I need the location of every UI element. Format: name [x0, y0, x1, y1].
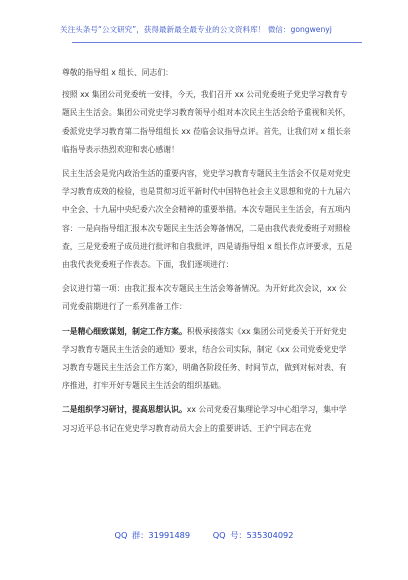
header-divider: [72, 42, 362, 43]
paragraph-4-heading: 一是精心细致谋划，制定工作方案。: [62, 326, 187, 336]
footer-qq-group: QQ 群：31991489: [114, 530, 191, 540]
paragraph-5: [62, 401, 354, 437]
paragraph-5-text: xx 公司党委召集理论学习中心组学习，集中学习习近平总书记在党史学习教育动员大会上的重要讲话、王沪宁同志在党: [62, 405, 347, 433]
header-banner: 关注头条号“公文研究”，获得最新最全最专业的公文资料库！ 微信：gongwenyj: [60, 25, 332, 34]
paragraph-3: 会议进行第一项：由我汇报本次专题民主生活会筹备情况。为开好此次会议，xx 公司党委前期进行了一系列准备工作：: [62, 284, 347, 312]
footer-qq-number: QQ 号：535304092: [212, 530, 294, 540]
paragraph-4: [62, 323, 354, 396]
footer-contact: [0, 530, 408, 541]
greeting: 尊敬的指导组 x 组长、同志们：: [62, 68, 173, 77]
paragraph-4-text: 积极承接落实《xx 集团公司党委关于开好党史学习教育专题民主生活会的通知》要求，结合公司实际，制定《xx 公司党委党史学习教育专题民主生活会工作方案》，明确各阶段任务、时间节点，做到对标对表、有序推进，打牢开好专题民主生活会的组织基础。: [62, 326, 347, 391]
document-body: [62, 64, 354, 444]
paragraph-5-heading: 二是组织学习研讨，提高思想认识。: [62, 405, 187, 415]
paragraph-1: 按照 xx 集团公司党委统一安排，今天，我们召开 xx 公司党委班子党史学习教育专题民主生活会。集团公司党史学习教育领导小组对本次民主生活会给予重视和关怀，委派党史学习教育第二指导组组长 xx 莅临会议指导点评。首先，让我们对 x 组长亲临指导表示热烈欢迎和衷心感谢！: [62, 90, 351, 154]
paragraph-2: 民主生活会是党内政治生活的重要内容，党史学习教育专题民主生活会不仅是对党史学习教育成效的检验，也是贯彻习近平新时代中国特色社会主义思想和党的十九届六中全会、十九届中央纪委六次全会精神的重要举措。本次专题民主生活会，有五项内容：一是向指导组汇报本次专题民主生活会筹备情况，二是由我代表党委班子对照检查，三是党委班子成员进行批评和自我批评，四是请指导组 x 组长作点评要求，五是由我代表党委班子作表态。下面，我们逐项进行：: [62, 169, 353, 270]
